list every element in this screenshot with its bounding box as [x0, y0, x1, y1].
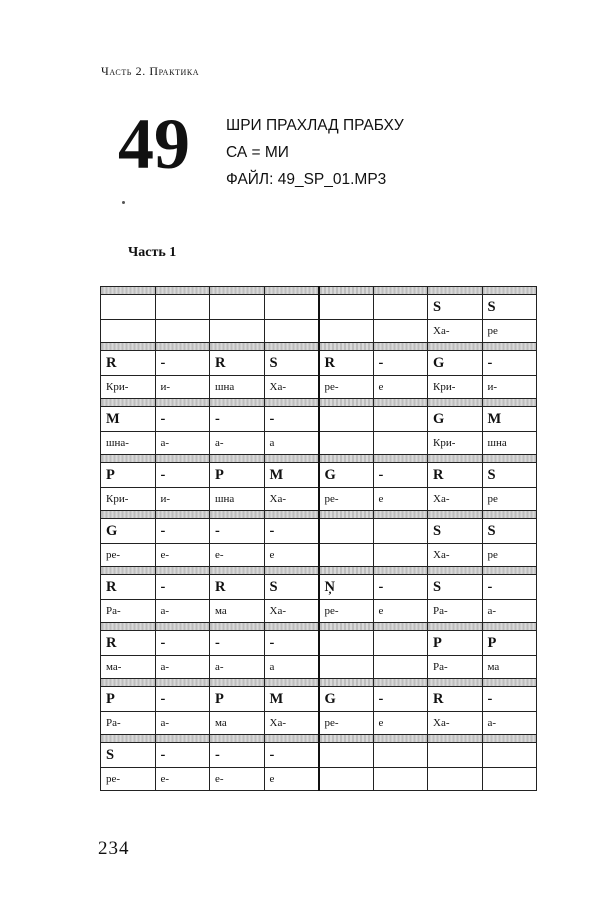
note-cell: S	[101, 743, 156, 768]
shaded-cell	[373, 567, 428, 575]
note-row	[101, 631, 537, 656]
syllable-cell: Ха-	[428, 320, 483, 343]
syllable-cell: шна	[482, 432, 537, 455]
syllable-cell	[319, 320, 374, 343]
shaded-cell	[428, 735, 483, 743]
shaded-cell	[101, 735, 156, 743]
note-cell: S	[264, 351, 319, 376]
shaded-cell	[101, 511, 156, 519]
syllable-cell: Кри-	[101, 376, 156, 399]
note-cell: -	[155, 351, 210, 376]
note-cell	[319, 407, 374, 432]
syllable-cell: Ха-	[264, 600, 319, 623]
syllable-cell	[101, 320, 156, 343]
syllable-row	[101, 432, 537, 455]
syllable-cell: Ха-	[264, 712, 319, 735]
syllable-cell: Кри-	[428, 376, 483, 399]
note-cell: G	[428, 351, 483, 376]
shaded-cell	[319, 343, 374, 351]
syllable-cell	[319, 432, 374, 455]
syllable-cell: ре-	[101, 768, 156, 791]
shaded-separator	[101, 679, 537, 687]
shaded-separator	[101, 343, 537, 351]
print-speck	[122, 201, 125, 204]
shaded-cell	[482, 623, 537, 631]
syllable-cell: а-	[155, 656, 210, 679]
shaded-cell	[319, 567, 374, 575]
syllable-cell: е	[264, 544, 319, 567]
syllable-cell	[373, 656, 428, 679]
note-cell: -	[373, 575, 428, 600]
shaded-cell	[210, 679, 265, 687]
note-cell: -	[155, 631, 210, 656]
note-cell: R	[101, 351, 156, 376]
shaded-cell	[319, 679, 374, 687]
syllable-cell: а-	[482, 600, 537, 623]
syllable-cell: Кри-	[428, 432, 483, 455]
note-row	[101, 575, 537, 600]
shaded-cell	[373, 623, 428, 631]
syllable-cell: а-	[155, 712, 210, 735]
note-row	[101, 743, 537, 768]
lesson-info	[226, 112, 404, 193]
syllable-cell: Ха-	[264, 488, 319, 511]
note-cell: R	[428, 463, 483, 488]
note-cell: R	[428, 687, 483, 712]
shaded-cell	[373, 511, 428, 519]
syllable-cell	[210, 320, 265, 343]
shaded-cell	[210, 455, 265, 463]
note-cell: M	[482, 407, 537, 432]
syllable-cell	[373, 320, 428, 343]
shaded-cell	[264, 567, 319, 575]
shaded-separator	[101, 287, 537, 295]
note-cell: -	[155, 743, 210, 768]
note-cell	[155, 295, 210, 320]
syllable-cell: Ха-	[428, 544, 483, 567]
shaded-separator	[101, 511, 537, 519]
note-cell	[264, 295, 319, 320]
note-cell	[373, 743, 428, 768]
note-cell: R	[319, 351, 374, 376]
shaded-cell	[428, 399, 483, 407]
shaded-cell	[319, 287, 374, 295]
note-cell	[373, 519, 428, 544]
shaded-cell	[101, 455, 156, 463]
syllable-cell: а	[264, 432, 319, 455]
note-cell: R	[101, 631, 156, 656]
syllable-cell: Кри-	[101, 488, 156, 511]
syllable-cell: шна-	[101, 432, 156, 455]
note-cell: M	[264, 463, 319, 488]
note-cell	[373, 295, 428, 320]
note-cell: S	[482, 463, 537, 488]
shaded-cell	[210, 511, 265, 519]
shaded-cell	[155, 455, 210, 463]
shaded-cell	[210, 567, 265, 575]
shaded-cell	[373, 679, 428, 687]
shaded-cell	[155, 287, 210, 295]
syllable-cell	[319, 656, 374, 679]
note-cell: -	[264, 631, 319, 656]
syllable-cell	[264, 320, 319, 343]
syllable-row	[101, 488, 537, 511]
shaded-cell	[482, 455, 537, 463]
note-cell: G	[428, 407, 483, 432]
note-cell: -	[482, 351, 537, 376]
note-row	[101, 463, 537, 488]
syllable-cell: шна	[210, 376, 265, 399]
syllable-cell: а-	[210, 656, 265, 679]
note-cell: S	[428, 295, 483, 320]
syllable-cell: Ра-	[428, 656, 483, 679]
shaded-cell	[155, 567, 210, 575]
note-cell	[319, 631, 374, 656]
note-cell: -	[373, 687, 428, 712]
shaded-cell	[101, 399, 156, 407]
note-cell: P	[210, 463, 265, 488]
shaded-cell	[264, 735, 319, 743]
shaded-cell	[319, 511, 374, 519]
lesson-title: ШРИ ПРАХЛАД ПРАБХУ	[226, 117, 404, 134]
syllable-cell: ре	[482, 488, 537, 511]
shaded-cell	[373, 399, 428, 407]
syllable-cell	[373, 544, 428, 567]
syllable-cell: ре	[482, 320, 537, 343]
syllable-cell: Ра-	[101, 712, 156, 735]
shaded-cell	[155, 343, 210, 351]
shaded-cell	[101, 343, 156, 351]
note-cell: -	[155, 687, 210, 712]
note-cell: -	[482, 575, 537, 600]
shaded-cell	[319, 735, 374, 743]
shaded-cell	[428, 679, 483, 687]
syllable-cell: е-	[210, 544, 265, 567]
shaded-cell	[101, 623, 156, 631]
shaded-cell	[428, 623, 483, 631]
syllable-cell	[373, 432, 428, 455]
note-cell: -	[373, 463, 428, 488]
sa-equals: СА = МИ	[226, 144, 289, 161]
shaded-cell	[264, 623, 319, 631]
note-cell	[373, 631, 428, 656]
note-cell	[482, 743, 537, 768]
note-cell: G	[319, 463, 374, 488]
shaded-separator	[101, 399, 537, 407]
section-title: Часть 1	[128, 245, 177, 260]
shaded-cell	[210, 623, 265, 631]
note-cell: -	[210, 743, 265, 768]
audio-file-name: ФАЙЛ: 49_SP_01.MP3	[226, 171, 387, 188]
shaded-cell	[482, 735, 537, 743]
shaded-cell	[373, 735, 428, 743]
syllable-cell: ма	[210, 600, 265, 623]
syllable-cell: ре-	[319, 488, 374, 511]
syllable-cell: а-	[482, 712, 537, 735]
syllable-cell: ма-	[101, 656, 156, 679]
note-cell	[373, 407, 428, 432]
note-row	[101, 351, 537, 376]
syllable-cell: и-	[155, 488, 210, 511]
syllable-cell: а-	[155, 600, 210, 623]
shaded-cell	[428, 511, 483, 519]
note-cell: S	[428, 519, 483, 544]
note-cell: Ņ	[319, 575, 374, 600]
note-cell: -	[264, 407, 319, 432]
note-cell: -	[373, 351, 428, 376]
shaded-cell	[155, 623, 210, 631]
note-cell	[101, 295, 156, 320]
syllable-cell	[373, 768, 428, 791]
shaded-cell	[101, 287, 156, 295]
syllable-cell: е	[373, 488, 428, 511]
syllable-row	[101, 600, 537, 623]
shaded-cell	[101, 567, 156, 575]
shaded-cell	[264, 455, 319, 463]
note-cell: S	[482, 519, 537, 544]
syllable-cell	[319, 544, 374, 567]
note-cell: P	[482, 631, 537, 656]
syllable-row	[101, 712, 537, 735]
note-cell	[319, 519, 374, 544]
note-cell: -	[210, 407, 265, 432]
shaded-cell	[428, 287, 483, 295]
note-cell	[319, 295, 374, 320]
shaded-cell	[373, 455, 428, 463]
syllable-cell: е	[373, 712, 428, 735]
syllable-cell: ре-	[101, 544, 156, 567]
shaded-cell	[210, 399, 265, 407]
syllable-cell: ре-	[319, 712, 374, 735]
shaded-cell	[210, 343, 265, 351]
note-cell: -	[210, 519, 265, 544]
note-cell: -	[155, 575, 210, 600]
note-cell: G	[319, 687, 374, 712]
syllable-row	[101, 376, 537, 399]
shaded-cell	[264, 679, 319, 687]
note-cell: S	[428, 575, 483, 600]
note-cell: -	[155, 407, 210, 432]
shaded-cell	[373, 287, 428, 295]
note-row	[101, 687, 537, 712]
syllable-cell	[155, 320, 210, 343]
shaded-cell	[155, 735, 210, 743]
syllable-cell: и-	[482, 376, 537, 399]
shaded-cell	[319, 623, 374, 631]
shaded-cell	[264, 399, 319, 407]
note-cell: R	[101, 575, 156, 600]
syllable-cell: ре	[482, 544, 537, 567]
syllable-cell	[319, 768, 374, 791]
note-cell: S	[264, 575, 319, 600]
note-row	[101, 295, 537, 320]
shaded-cell	[264, 511, 319, 519]
note-cell: -	[155, 463, 210, 488]
syllable-cell: е	[373, 600, 428, 623]
syllable-cell: Ха-	[428, 712, 483, 735]
shaded-cell	[482, 287, 537, 295]
syllable-cell: ма	[210, 712, 265, 735]
syllable-cell	[482, 768, 537, 791]
lesson-number: 49	[118, 104, 190, 184]
shaded-cell	[319, 399, 374, 407]
syllable-row	[101, 544, 537, 567]
syllable-cell: Ха-	[428, 488, 483, 511]
note-cell	[428, 743, 483, 768]
shaded-cell	[482, 567, 537, 575]
syllable-cell: Ра-	[101, 600, 156, 623]
syllable-cell: е-	[155, 768, 210, 791]
shaded-cell	[101, 679, 156, 687]
syllable-cell: е	[373, 376, 428, 399]
shaded-cell	[319, 455, 374, 463]
shaded-cell	[210, 287, 265, 295]
shaded-cell	[155, 679, 210, 687]
notation-table	[100, 286, 537, 791]
shaded-separator	[101, 567, 537, 575]
shaded-separator	[101, 455, 537, 463]
shaded-cell	[428, 567, 483, 575]
note-cell: G	[101, 519, 156, 544]
shaded-cell	[210, 735, 265, 743]
shaded-cell	[482, 679, 537, 687]
note-row	[101, 519, 537, 544]
note-cell: -	[482, 687, 537, 712]
syllable-cell: а-	[155, 432, 210, 455]
note-cell: -	[264, 743, 319, 768]
syllable-cell: Ха-	[264, 376, 319, 399]
shaded-cell	[264, 287, 319, 295]
shaded-separator	[101, 623, 537, 631]
shaded-cell	[482, 511, 537, 519]
syllable-cell: а	[264, 656, 319, 679]
shaded-cell	[264, 343, 319, 351]
note-cell: -	[155, 519, 210, 544]
note-cell: P	[101, 463, 156, 488]
syllable-cell: а-	[210, 432, 265, 455]
shaded-cell	[373, 343, 428, 351]
syllable-row	[101, 320, 537, 343]
page-number: 234	[98, 838, 130, 859]
syllable-cell: е-	[210, 768, 265, 791]
shaded-cell	[428, 455, 483, 463]
shaded-cell	[482, 343, 537, 351]
note-cell: P	[101, 687, 156, 712]
syllable-row	[101, 656, 537, 679]
note-cell: M	[101, 407, 156, 432]
note-cell: S	[482, 295, 537, 320]
syllable-cell: е-	[155, 544, 210, 567]
syllable-cell: е	[264, 768, 319, 791]
note-cell: -	[210, 631, 265, 656]
syllable-cell: и-	[155, 376, 210, 399]
shaded-cell	[155, 511, 210, 519]
running-head: Часть 2. Практика	[101, 64, 200, 78]
syllable-row	[101, 768, 537, 791]
note-cell: P	[428, 631, 483, 656]
note-cell	[210, 295, 265, 320]
shaded-cell	[428, 343, 483, 351]
note-cell	[319, 743, 374, 768]
syllable-cell: Ра-	[428, 600, 483, 623]
note-cell: P	[210, 687, 265, 712]
syllable-cell: ре-	[319, 376, 374, 399]
syllable-cell: ре-	[319, 600, 374, 623]
note-cell: R	[210, 351, 265, 376]
note-row	[101, 407, 537, 432]
syllable-cell: шна	[210, 488, 265, 511]
note-cell: -	[264, 519, 319, 544]
syllable-cell	[428, 768, 483, 791]
note-cell: R	[210, 575, 265, 600]
shaded-cell	[482, 399, 537, 407]
shaded-cell	[155, 399, 210, 407]
note-cell: M	[264, 687, 319, 712]
syllable-cell: ма	[482, 656, 537, 679]
shaded-separator	[101, 735, 537, 743]
